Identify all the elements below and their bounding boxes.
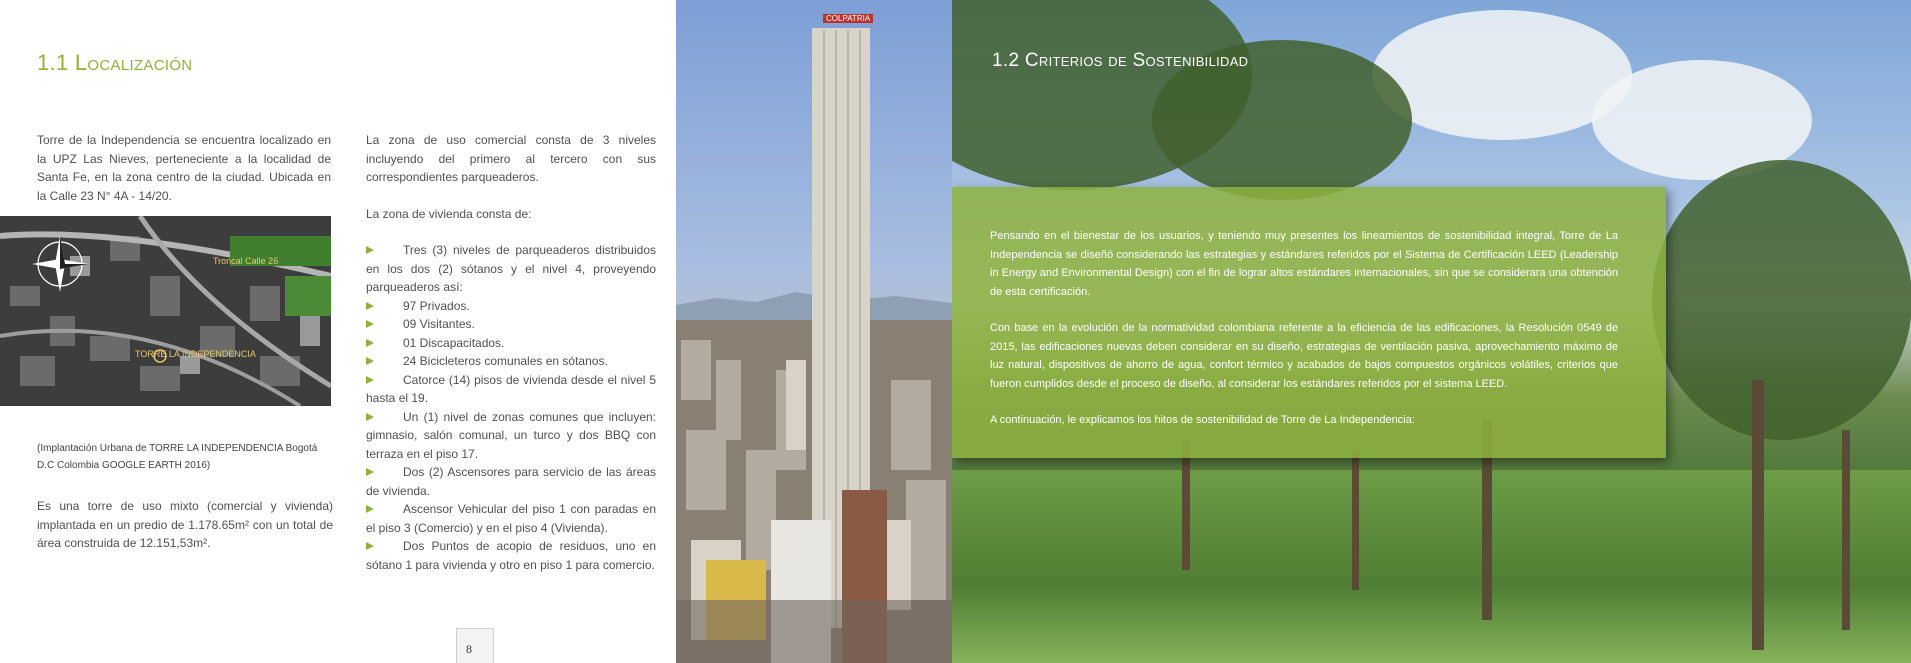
list-item: Ascensor Vehicular del piso 1 con paradas en el piso 3 (Comercio) y en el piso 4 (Vivienda). [366, 502, 656, 535]
tower-photo [676, 0, 952, 663]
housing-intro: La zona de vivienda consta de: [366, 206, 532, 221]
summary-paragraph: Es una torre de uso mixto (comercial y vivienda) implantada en un predio de 1.178.65m² con un total de área construida de 12.151,53m². [37, 499, 333, 550]
list-item: Tres (3) niveles de parqueaderos distribuidos en los dos (2) sótanos y el nivel 4, proveyendo parqueaderos así: [366, 243, 656, 294]
commercial-paragraph: La zona de uso comercial consta de 3 niveles incluyendo del primero al tercero con sus correspondientes parqueaderos. [366, 133, 656, 184]
list-item: Dos Puntos de acopio de residuos, uno en sótano 1 para vivienda y otro en piso 1 para comercio. [366, 539, 656, 572]
column-two [366, 131, 656, 574]
tree-trunk [1182, 440, 1190, 570]
panel-text [990, 227, 1618, 448]
bullet-triangle-icon [366, 376, 374, 384]
tower-sign: COLPATRIA [823, 14, 873, 23]
section-title-localizacion: 1.1 Localización [37, 50, 193, 75]
sustainability-panel [952, 187, 1666, 458]
panel-paragraph: Pensando en el bienestar de los usuarios, y teniendo muy presentes los lineamientos de sostenibilidad integral, Torre de La Independencia se diseñó considerando las estrategias y estándares referidos por el Sistema de Certificación LEED (Leadership in Energy and Environmental Design) con el fin de lograr altos estándares internacionales, sin que se considerara una obtención de esta certificación. [990, 230, 1618, 298]
panel-paragraph: A continuación, le explicamos los hitos de sostenibilidad de Torre de La Independencia: [990, 414, 1415, 426]
tree-trunk [1842, 430, 1850, 630]
housing-list [366, 241, 656, 574]
bullet-triangle-icon [366, 542, 374, 550]
list-item: 01 Discapacitados. [366, 334, 656, 353]
page-number: 8 [466, 642, 472, 656]
bullet-triangle-icon [366, 246, 374, 254]
panel-paragraph: Con base en la evolución de la normatividad colombiana referente a la eficiencia de las edificaciones, la Resolución 0549 de 2015, las edificaciones nuevas deben considerar en su diseño, estrategias de ventilación pasiva, aprovechamiento máximo de luz natural, dispositivos de ahorro de agua, confort térmico y acabados de bajos compuestos orgánicos volátiles, criterios que fueron cumplidos desde el proceso de diseño, al considerar los estándares referidos por el sistema LEED. [990, 322, 1618, 390]
list-item: Un (1) nivel de zonas comunes que incluyen: gimnasio, salón comunal, un turco y dos BBQ con terraza en el piso 17. [366, 409, 656, 461]
map-label-torre: TORRE LA INDEPENDENCIA [135, 349, 256, 359]
right-page [952, 0, 1911, 663]
bullet-triangle-icon [366, 320, 374, 328]
map-label-troncal: Troncal Calle 26 [213, 256, 279, 266]
bullet-triangle-icon [366, 357, 374, 365]
list-item: Catorce (14) pisos de vivienda desde el nivel 5 hasta el 19. [366, 372, 656, 405]
list-item: 97 Privados. [366, 297, 656, 316]
tree-trunk [1352, 450, 1359, 590]
tower-photo-graphic [676, 0, 952, 663]
left-page [0, 0, 676, 663]
intro-paragraph: Torre de la Independencia se encuentra localizado en la UPZ Las Nieves, perteneciente a la localidad de Santa Fe, en la zona centro de la ciudad. Ubicada en la Calle 23 N° 4A - 14/20. [37, 133, 331, 203]
list-item: 24 Bicicleteros comunales en sótanos. [366, 352, 656, 371]
map-caption: (Implantación Urbana de TORRE LA INDEPENDENCIA Bogotá D.C Colombia GOOGLE EARTH 2016) [37, 443, 318, 471]
satellite-map-image [0, 216, 331, 406]
page-number-emblem [456, 628, 494, 663]
bullet-triangle-icon [366, 505, 374, 513]
list-item: 09 Visitantes. [366, 315, 656, 334]
tree-trunk [1752, 380, 1764, 650]
section-title-sostenibilidad: 1.2 Criterios de Sostenibilidad [992, 50, 1249, 71]
tree-canopy [1652, 160, 1911, 440]
list-item: Dos (2) Ascensores para servicio de las áreas de vivienda. [366, 465, 656, 498]
bullet-triangle-icon [366, 339, 374, 347]
bullet-triangle-icon [366, 302, 374, 310]
bullet-triangle-icon [366, 413, 374, 421]
map-graphic [0, 216, 331, 406]
bullet-triangle-icon [366, 468, 374, 476]
park-lawn [952, 470, 1911, 663]
